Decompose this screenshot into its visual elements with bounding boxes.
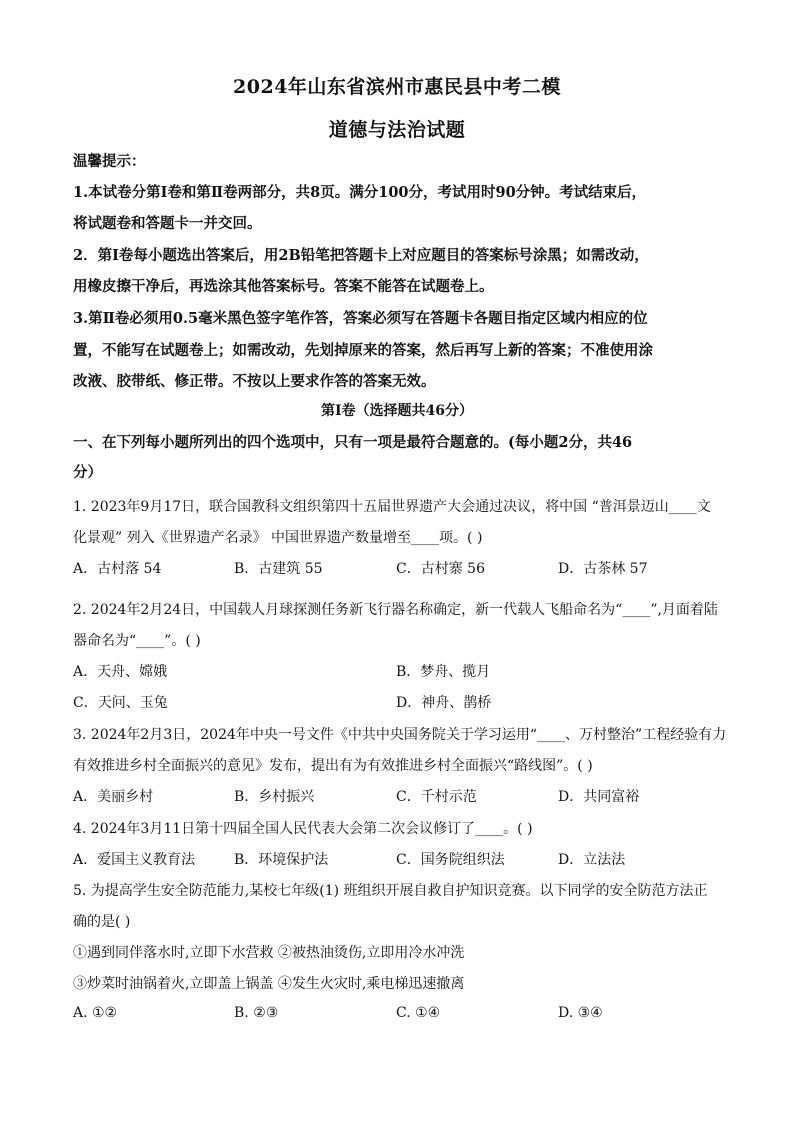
question-5-stem: 确的是( ) [73, 914, 131, 930]
question-5-option-d: D. ③④ [558, 1005, 603, 1021]
notice-line: 改液、胶带纸、修正带。不按以上要求作答的答案无效。 [73, 373, 436, 390]
question-3-option-c: C．千村示范 [396, 789, 477, 805]
exam-title: 2024年山东省滨州市惠民县中考二模 [233, 76, 561, 98]
question-2-option-c: C．天问、玉兔 [73, 695, 168, 711]
question-3-option-a: A．美丽乡村 [73, 789, 154, 805]
question-2-option-d: D．神舟、鹊桥 [396, 695, 492, 711]
question-2-option-a: A．天舟、嫦娥 [73, 664, 168, 680]
notice-line: 用橡皮擦干净后，再选涂其他答案标号。答案不能答在试题卷上。 [73, 278, 494, 295]
question-4-option-b: B．环境保护法 [234, 852, 329, 868]
question-2-stem: 2. 2024年2月24日，中国载人月球探测任务新飞行器名称确定，新一代载人飞船命名为“____”,月面着陆 [73, 602, 718, 618]
notice-heading: 温馨提示： [73, 153, 146, 170]
question-5-option-b: B. ②③ [234, 1005, 279, 1021]
question-1-option-c: C．古村寨 56 [396, 561, 485, 577]
question-3-option-d: D．共同富裕 [558, 789, 640, 805]
question-1-option-d: D．古茶林 57 [558, 561, 648, 577]
section-instruction: 分） [73, 464, 102, 481]
notice-line: 置，不能写在试题卷上；如需改动，先划掉原来的答案，然后再写上新的答案；不准使用涂 [73, 342, 653, 359]
notice-line: 3.第Ⅱ卷必须用0.5毫米黑色签字笔作答，答案必须写在答题卡各题目指定区域内相应的位 [73, 310, 648, 327]
question-4-option-a: A．爱国主义教育法 [73, 852, 196, 868]
question-1-stem: 化景观” 列入《世界遗产名录》 中国世界遗产数量增至____项。( ) [73, 530, 483, 546]
question-5-statements: ③炒菜时油锅着火,立即盖上锅盖 ④发生火灾时,乘电梯迅速撤离 [73, 976, 465, 992]
question-3-stem: 有效推进乡村全面振兴的意见》发布，提出有为有效推进乡村全面振兴“路线图”。( ) [73, 758, 593, 774]
exam-subject: 道德与法治试题 [328, 119, 466, 141]
section-title: 第I卷（选择题共46分） [320, 403, 474, 419]
question-5-stem: 5. 为提高学生安全防范能力,某校七年级(1) 班组织开展自救自护知识竞赛。以下同学的安全防范方法正 [73, 883, 708, 899]
notice-line: 1.本试卷分第Ⅰ卷和第Ⅱ卷两部分，共8页。满分100分，考试用时90分钟。考试结束后， [73, 184, 647, 201]
section-instruction: 一、在下列每小题所列出的四个选项中，只有一项是最符合题意的。(每小题2分，共46 [73, 434, 633, 451]
question-2-stem: 器命名为“____”。( ) [73, 633, 201, 649]
question-4-option-d: D．立法法 [558, 852, 626, 868]
question-1-stem: 1. 2023年9月17日，联合国教科文组织第四十五届世界遗产大会通过决议，将中国 “普洱景迈山____文 [73, 499, 711, 515]
question-2-option-b: B．梦舟、揽月 [396, 664, 491, 680]
question-4-option-c: C．国务院组织法 [396, 852, 505, 868]
notice-line: 将试题卷和答题卡一并交回。 [73, 215, 262, 232]
question-4-stem: 4. 2024年3月11日第十四届全国人民代表大会第二次会议修订了____。( ) [73, 821, 533, 837]
question-1-option-b: B．古建筑 55 [234, 561, 323, 577]
question-5-option-c: C. ①④ [396, 1005, 441, 1021]
question-3-stem: 3. 2024年2月3日，2024年中央一号文件《中共中央国务院关于学习运用“____、万村整治”工程经验有力 [73, 727, 727, 743]
question-3-option-b: B．乡村振兴 [234, 789, 315, 805]
question-1-option-a: A．古村落 54 [73, 561, 162, 577]
notice-line: 2．第Ⅰ卷每小题选出答案后，用2B铅笔把答题卡上对应题目的答案标号涂黑；如需改动， [73, 247, 649, 264]
question-5-option-a: A. ①② [73, 1005, 118, 1021]
question-5-statements: ①遇到同伴落水时,立即下水营救 ②被热油烫伤,立即用冷水冲洗 [73, 945, 465, 961]
